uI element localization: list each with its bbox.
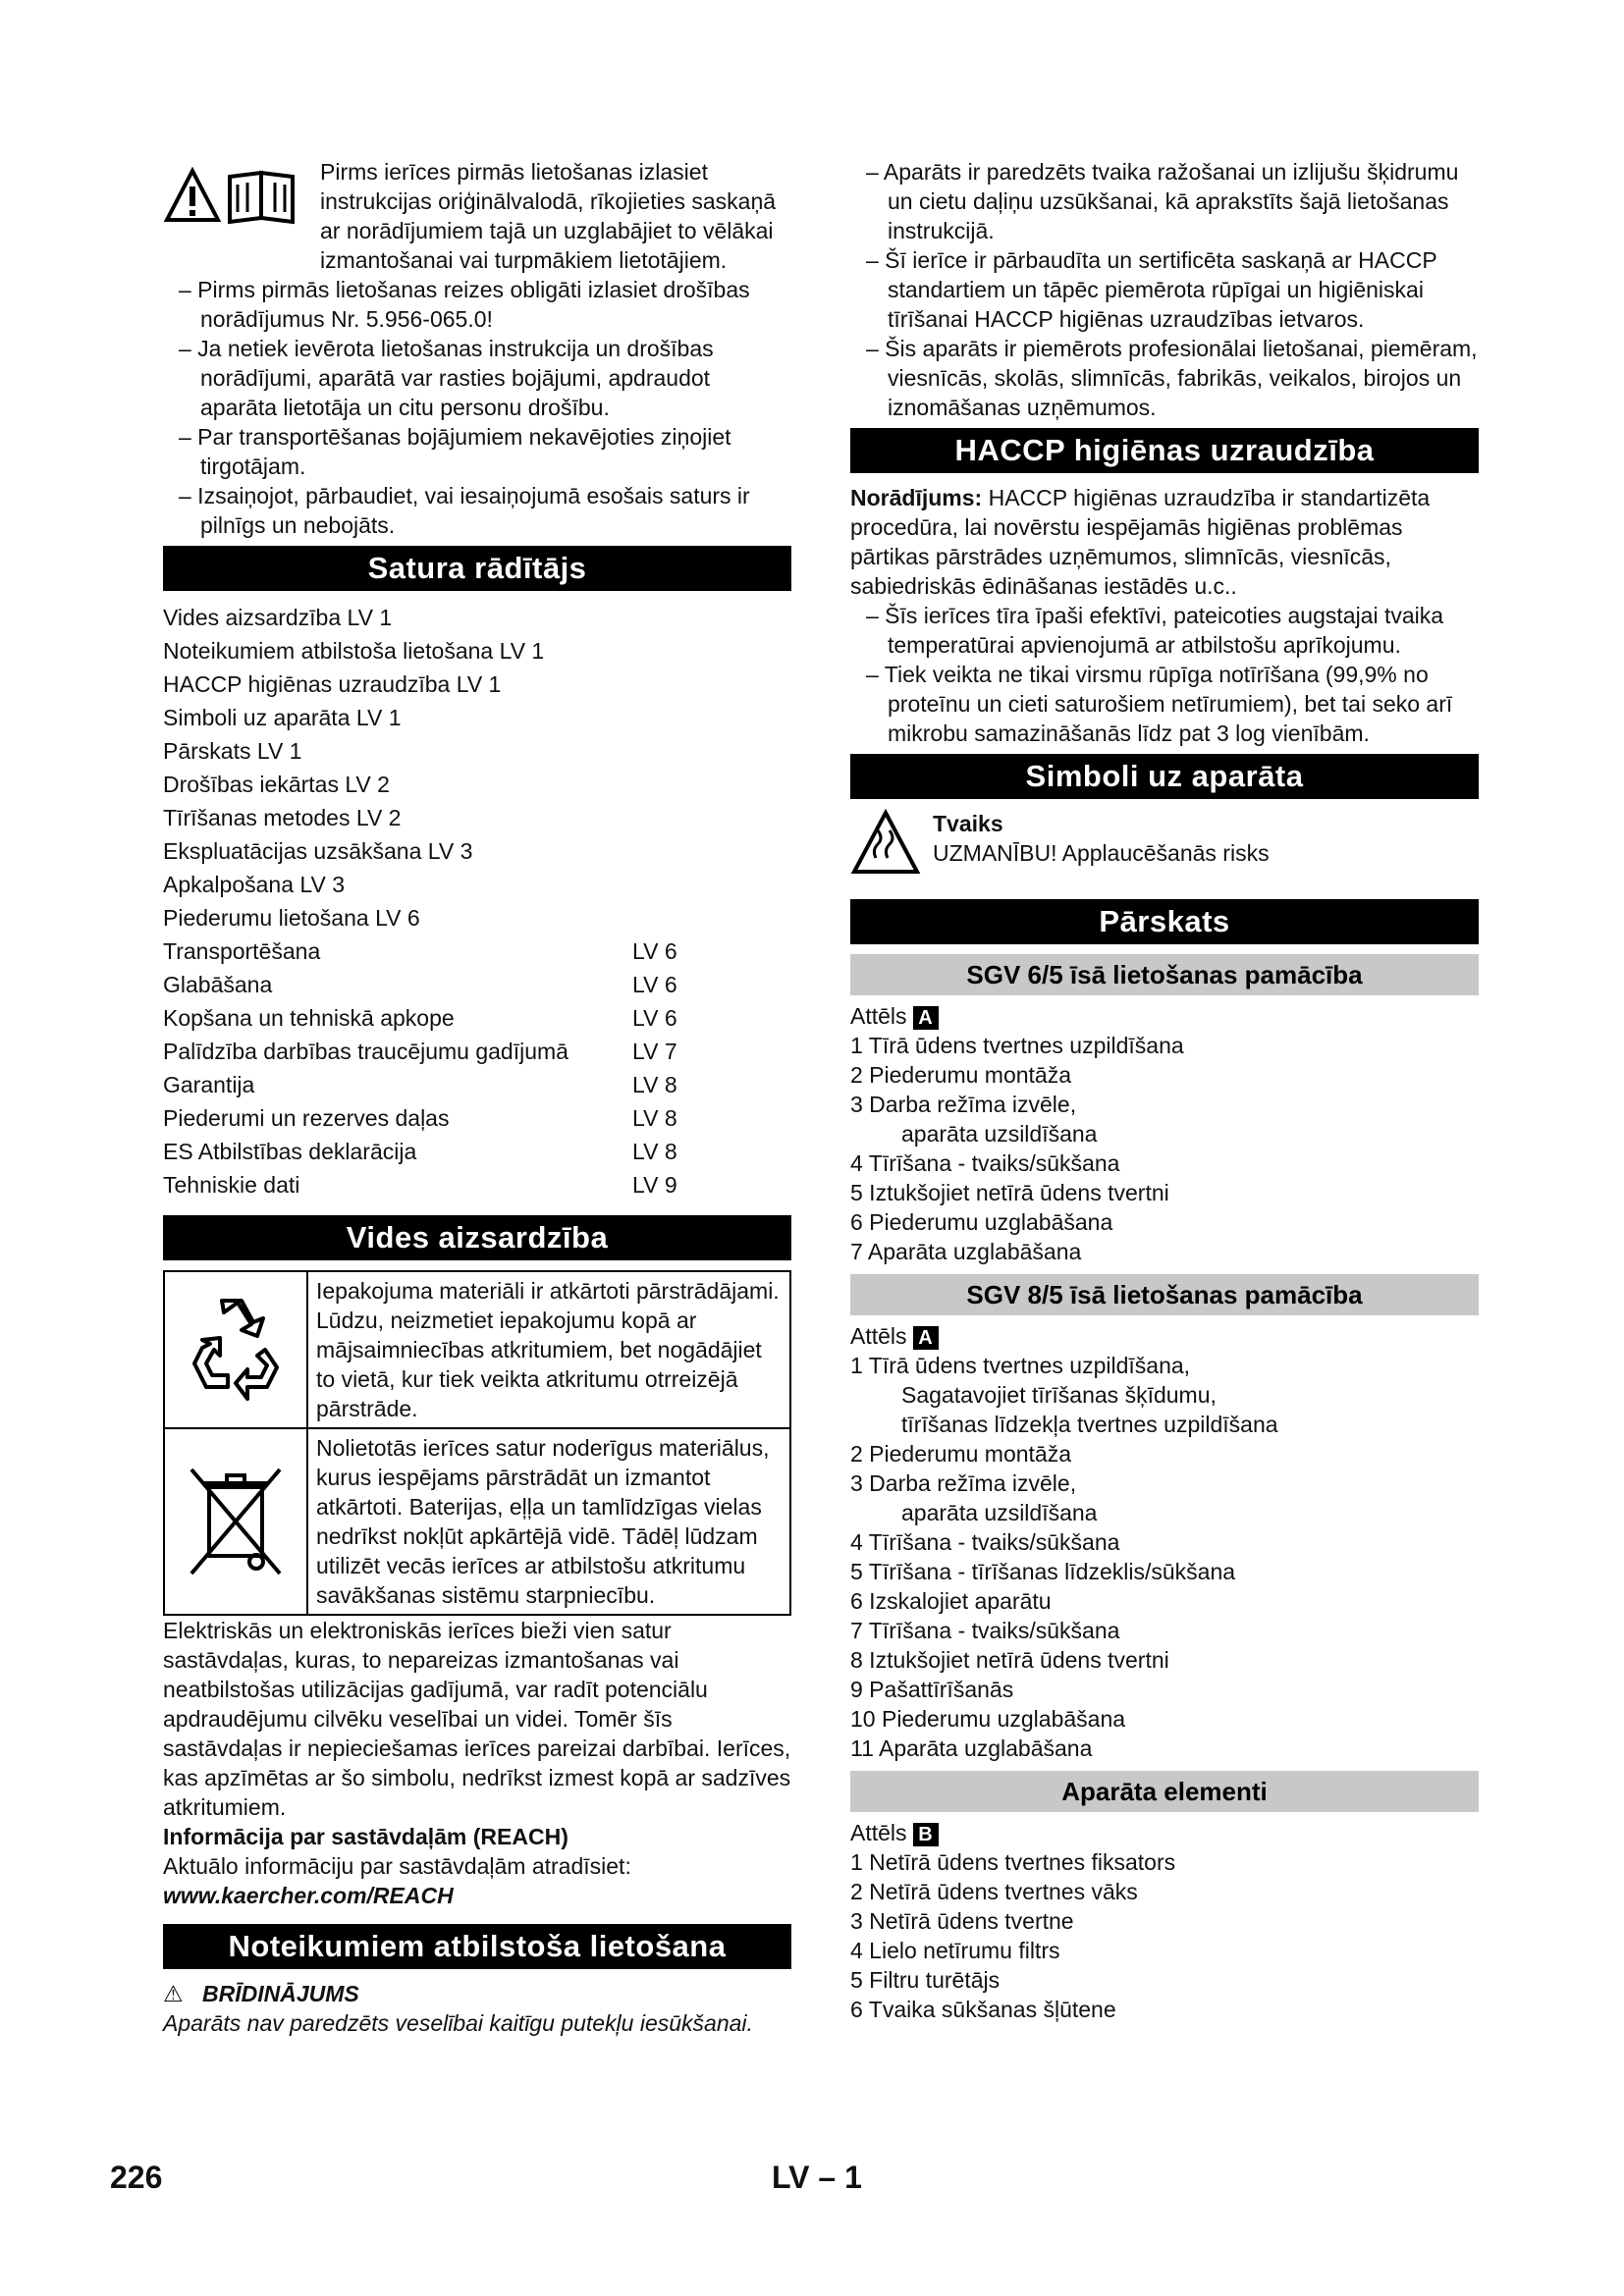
haccp-heading: HACCP higiēnas uzraudzība: [850, 428, 1479, 473]
toc-row[interactable]: [163, 1101, 791, 1135]
toc-row[interactable]: [163, 968, 791, 1001]
warning-label: BRĪDINĀJUMS: [202, 1981, 359, 2006]
figure-ref: [850, 1001, 1479, 1031]
warning-line: [163, 1979, 791, 2008]
list-item: aparāta uzsildīšana: [901, 1500, 1098, 1525]
toc-row[interactable]: [163, 701, 791, 734]
env-heading: Vides aizsardzība: [163, 1215, 791, 1260]
list-item: 6 Tvaika sūkšanas šļūtene: [850, 1997, 1116, 2022]
list-item: 1 Tīrā ūdens tvertnes uzpildīšana,: [850, 1353, 1191, 1378]
toc-page: LV 6: [632, 1005, 677, 1031]
toc-row[interactable]: [163, 1135, 791, 1168]
reach-title: Informācija par sastāvdaļām (REACH): [163, 1824, 568, 1849]
use-heading: Noteikumiem atbilstoša lietošana: [163, 1924, 791, 1969]
figure-label: Attēls: [850, 1003, 907, 1029]
figure-ref: [850, 1818, 1479, 1847]
toc-page: LV 9: [632, 1172, 677, 1198]
bullet-item: – Izsaiņojot, pārbaudiet, vai iesaiņojumā esošais saturs ir pilnīgs un nebojāts.: [179, 483, 750, 538]
bullet-item: – Tiek veikta ne tikai virsmu rūpīga notīrīšana (99,9% no proteīnu un cieti saturošiem netīrumiem), bet tai seko arī mikrobu samazināšanās līdz pat 3 log vienībām.: [866, 662, 1453, 746]
sgv85-list: [850, 1351, 1479, 1763]
bullet-item: – Ja netiek ievērota lietošanas instrukcija un drošības norādījumi, aparātā var rasties bojājumi, apdraudot aparāta lietotāja un citu personu drošību.: [179, 336, 714, 420]
toc-label: Kopšana un tehniskā apkope: [163, 1005, 455, 1031]
list-item: 10 Piederumu uzglabāšana: [850, 1706, 1126, 1732]
symbols-heading: Simboli uz aparāta: [850, 754, 1479, 799]
toc-page: LV 6: [632, 938, 677, 964]
env-recycle-text: Iepakojuma materiāli ir atkārtoti pārstrādājami. Lūdzu, neizmetiet iepakojumu kopā ar mājsaimniecības atkritumiem, bet nogādājiet to vietā, kur tiek veikta atkritumu otrreizējā pārstrāde.: [316, 1278, 780, 1421]
list-item: 2 Piederumu montāža: [850, 1441, 1072, 1467]
list-item: tīrīšanas līdzekļa tvertnes uzpildīšana: [901, 1412, 1278, 1437]
list-item: 6 Izskalojiet aparātu: [850, 1588, 1052, 1614]
list-item: 8 Iztukšojiet netīrā ūdens tvertni: [850, 1647, 1169, 1673]
toc-page: LV 8: [632, 1105, 677, 1131]
toc-label: Apkalpošana LV 3: [163, 872, 345, 897]
toc-row[interactable]: [163, 768, 791, 801]
hot-steam-warning-icon: [850, 809, 921, 878]
left-column: [163, 157, 791, 2038]
haccp-note-text: HACCP higiēnas uzraudzība ir standartizēta procedūra, lai novērstu iespējamās higiēnas problēmas pārtikas pārstrādes uzņēmumos, slimnīcās, viesnīcās, sabiedriskās ēdināšanas iestādēs u.c..: [850, 485, 1431, 599]
toc-label: Tīrīšanas metodes LV 2: [163, 805, 402, 830]
bullet-item: – Šis aparāts ir piemērots profesionālai lietošanai, piemēram, viesnīcās, skolās, slimnīcās, fabrikās, veikalos, birojos un iznomāšanas uzņēmumos.: [866, 336, 1478, 420]
toc-row[interactable]: [163, 734, 791, 768]
intro-block: [163, 157, 791, 275]
toc-label: Tehniskie dati: [163, 1172, 300, 1198]
sgv65-list: [850, 1031, 1479, 1266]
list-item: 7 Tīrīšana - tvaiks/sūkšana: [850, 1618, 1120, 1643]
toc-row[interactable]: [163, 1168, 791, 1201]
symbol-row: [850, 809, 1479, 878]
haccp-note: [850, 483, 1479, 601]
symbol-title: Tvaiks: [933, 811, 1003, 836]
list-item: 4 Tīrīšana - tvaiks/sūkšana: [850, 1150, 1120, 1176]
list-item: 7 Aparāta uzglabāšana: [850, 1239, 1082, 1264]
elements-heading: Aparāta elementi: [850, 1771, 1479, 1812]
toc-label: Simboli uz aparāta LV 1: [163, 705, 402, 730]
toc-label: Transportēšana: [163, 938, 321, 964]
list-item: 1 Tīrā ūdens tvertnes uzpildīšana: [850, 1033, 1184, 1058]
toc-label: Piederumu lietošana LV 6: [163, 905, 420, 931]
list-item: aparāta uzsildīšana: [901, 1121, 1098, 1147]
bullet-item: – Šī ierīce ir pārbaudīta un sertificēta saskaņā ar HACCP standartiem un tāpēc piemērota rūpīgai un higiēniskai tīrīšanai HACCP higiēnas uzraudzības ietvaros.: [866, 247, 1437, 332]
crossed-bin-icon: [165, 1429, 308, 1614]
list-item: 2 Netīrā ūdens tvertnes vāks: [850, 1879, 1138, 1904]
figure-label: Attēls: [850, 1820, 907, 1845]
list-item: 1 Netīrā ūdens tvertnes fiksators: [850, 1849, 1176, 1875]
toc-row[interactable]: [163, 1035, 791, 1068]
toc-label: Ekspluatācijas uzsākšana LV 3: [163, 838, 473, 864]
sgv85-heading: SGV 8/5 īsā lietošanas pamācība: [850, 1274, 1479, 1315]
reach-link[interactable]: www.kaercher.com/REACH: [163, 1883, 454, 1908]
bullet-item: – Pirms pirmās lietošanas reizes obligāti izlasiet drošības norādījumus Nr. 5.956-065.0!: [179, 277, 750, 332]
haccp-note-label: Norādījums:: [850, 485, 983, 510]
reach-text: Aktuālo informāciju par sastāvdaļām atradīsiet:: [163, 1853, 631, 1879]
toc-page: LV 7: [632, 1039, 677, 1064]
toc-row[interactable]: [163, 634, 791, 667]
toc-label: ES Atbilstības deklarācija: [163, 1139, 417, 1164]
warning-icon: ⚠: [163, 1981, 184, 2006]
toc-row[interactable]: [163, 934, 791, 968]
toc-heading: Satura rādītājs: [163, 546, 791, 591]
list-item: 2 Piederumu montāža: [850, 1062, 1072, 1088]
toc-label: Palīdzība darbības traucējumu gadījumā: [163, 1039, 568, 1064]
list-item: 4 Tīrīšana - tvaiks/sūkšana: [850, 1529, 1120, 1555]
env-weee-box: [163, 1429, 791, 1616]
list-item: 9 Pašattīrīšanās: [850, 1677, 1014, 1702]
env-weee-text: Nolietotās ierīces satur noderīgus materiālus, kurus iespējams pārstrādāt un izmantot atkārtoti. Baterijas, eļļa un tamlīdzīgas vielas nedrīkst nokļūt apkārtējā vidē. Tādēļ lūdzam utilizēt vecās ierīces ar atbilstošu atkritumu savākšanas sistēmu starpniecību.: [316, 1435, 770, 1608]
list-item: 6 Piederumu uzglabāšana: [850, 1209, 1113, 1235]
toc-page: LV 6: [632, 972, 677, 997]
figure-label: Attēls: [850, 1323, 907, 1349]
toc-row[interactable]: [163, 601, 791, 634]
figure-ref: [850, 1321, 1479, 1351]
figure-tag: A: [913, 1006, 939, 1030]
toc-row[interactable]: [163, 1001, 791, 1035]
list-item: 4 Lielo netīrumu filtrs: [850, 1938, 1060, 1963]
list-item: 3 Darba režīma izvēle,: [850, 1470, 1077, 1496]
toc-label: Garantija: [163, 1072, 255, 1097]
list-item: 5 Iztukšojiet netīrā ūdens tvertni: [850, 1180, 1169, 1205]
toc-page: LV 8: [632, 1072, 677, 1097]
toc-list: [163, 601, 791, 1201]
right-column: [850, 157, 1479, 2024]
figure-tag: B: [913, 1823, 939, 1846]
toc-label: Pārskats LV 1: [163, 738, 302, 764]
bullet-item: – Par transportēšanas bojājumiem nekavējoties ziņojiet tirgotājam.: [179, 424, 731, 479]
elements-list: [850, 1847, 1479, 2024]
toc-label: HACCP higiēnas uzraudzība LV 1: [163, 671, 502, 697]
list-item: 5 Filtru turētājs: [850, 1967, 1001, 1993]
symbol-text: UZMANĪBU! Applaucēšanās risks: [933, 840, 1270, 866]
list-item: 11 Aparāta uzglabāšana: [850, 1735, 1093, 1761]
list-item: 3 Darba režīma izvēle,: [850, 1092, 1077, 1117]
list-item: 3 Netīrā ūdens tvertne: [850, 1908, 1074, 1934]
intro-bullets: [163, 275, 791, 540]
page-number: 226: [110, 2160, 163, 2195]
figure-tag: A: [913, 1326, 939, 1350]
toc-row[interactable]: [163, 1068, 791, 1101]
recycle-icon: [165, 1272, 308, 1427]
toc-row[interactable]: [163, 834, 791, 868]
env-text: Elektriskās un elektroniskās ierīces bieži vien satur sastāvdaļas, kuras, to nepareizas izmantošanas vai neatbilstošas utilizācijas gadījumā, var radīt potenciālu apdraudējumu cilvēku veselībai un videi. Tomēr šīs sastāvdaļas ir nepieciešamas ierīces pareizai darbībai. Ierīces, kas apzīmētas ar šo simbolu, nedrīkst izmest kopā ar sadzīves atkritumiem.: [163, 1618, 791, 1820]
toc-label: Vides aizsardzība LV 1: [163, 605, 393, 630]
sgv65-heading: SGV 6/5 īsā lietošanas pamācība: [850, 954, 1479, 995]
intro-icons: [163, 167, 310, 226]
env-recycle-box: [163, 1270, 791, 1429]
bullet-item: – Šīs ierīces tīra īpaši efektīvi, pateicoties augstajai tvaika temperatūrai apvienojumā ar atbilstošu aprīkojumu.: [866, 603, 1444, 658]
intro-text: Pirms ierīces pirmās lietošanas izlasiet instrukcijas oriģinālvalodā, rīkojieties saskaņā ar norādījumiem tajā un uzglabājiet to vēlākai izmantošanai vai turpmākiem lietotājiem.: [320, 159, 777, 273]
toc-label: Glabāšana: [163, 972, 273, 997]
bullet-item: – Aparāts ir paredzēts tvaika ražošanai un izlijušu šķidrumu un cietu daļiņu uzsūkšanai, kā aprakstīts šajā lietošanas instrukcijā.: [866, 159, 1459, 243]
toc-row[interactable]: [163, 801, 791, 834]
lang-page-label: LV – 1: [772, 2160, 862, 2195]
toc-page: LV 8: [632, 1139, 677, 1164]
toc-label: Drošības iekārtas LV 2: [163, 772, 390, 797]
toc-row[interactable]: [163, 901, 791, 934]
toc-row[interactable]: [163, 868, 791, 901]
toc-label: Piederumi un rezerves daļas: [163, 1105, 450, 1131]
overview-heading: Pārskats: [850, 899, 1479, 944]
warning-text: Aparāts nav paredzēts veselībai kaitīgu putekļu iesūkšanai.: [163, 2010, 753, 2036]
toc-label: Noteikumiem atbilstoša lietošana LV 1: [163, 638, 545, 664]
warning-book-icon: [163, 167, 310, 226]
list-item: Sagatavojiet tīrīšanas šķīdumu,: [901, 1382, 1217, 1408]
list-item: 5 Tīrīšana - tīrīšanas līdzeklis/sūkšana: [850, 1559, 1236, 1584]
toc-row[interactable]: [163, 667, 791, 701]
